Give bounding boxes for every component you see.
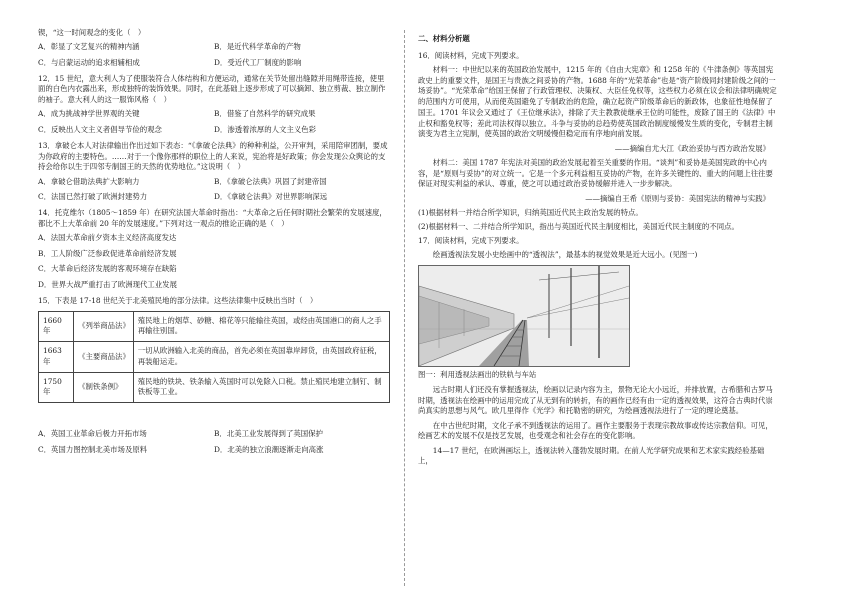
q16-requirement-2: (2)根据材料一、二并结合所学知识，指出与英国近代民主制度相比，美国近代民主制度的不同点。 bbox=[418, 222, 739, 232]
q17-paragraph-1: 远古时期人们还没有掌握透视法，绘画以记录内容为主，景物无论大小远近，并排放置，古希腊和古罗马时期，透视法在绘画中的运用完成了从无到有的转折，有的画作已经有由一定的透视效果，这符合古典时代崇尚真实的思想与风气。欧几里得作《光学》和托勒密的研究，为绘画透视法进行了一定的理论奠基。 bbox=[418, 384, 773, 416]
q11-option-d[interactable]: D．受近代工厂制度的影响 bbox=[214, 57, 302, 67]
q11-option-c[interactable]: C．与启蒙运动的追求相辅相成 bbox=[38, 57, 140, 67]
q12-options-row-2 bbox=[38, 125, 390, 136]
law-year: 1660 年 bbox=[39, 311, 74, 341]
column-divider bbox=[404, 30, 405, 586]
law-name: 《列举商品法》 bbox=[74, 311, 134, 341]
q16-requirement-1: (1)根据材料一并结合所学知识，归纳英国近代民主政治发展的特点。 bbox=[418, 207, 643, 217]
table-row bbox=[39, 372, 390, 402]
q17-intro: 17．阅读材料，完成下列要求。 bbox=[418, 236, 524, 246]
q12-options-row-1 bbox=[38, 109, 390, 120]
q17-paragraph-2: 在中古世纪时期，文化子承不到透视法的运用了。画作主要服务于表现宗教故事或传达宗教信仰。可见，绘画艺术的发展不仅是技艺发展，也受观念和社会存在的变化影响。 bbox=[418, 420, 773, 441]
q13-options-row-2 bbox=[38, 192, 390, 203]
q11-options-row-2 bbox=[38, 58, 390, 69]
q13-option-d[interactable]: D．《拿破仑法典》对世界影响深远 bbox=[214, 192, 328, 202]
q16-intro: 16．阅读材料，完成下列要求。 bbox=[418, 50, 524, 60]
q17-material: 绘画透视法发展小史绘画中的“透视法”，最基本的视觉效果是近大远小。(见图一) bbox=[432, 250, 698, 260]
law-year: 1663 年 bbox=[39, 342, 74, 372]
left-column bbox=[38, 28, 390, 461]
q11-option-b[interactable]: B．是近代科学革命的产物 bbox=[214, 42, 301, 52]
q14-option-b[interactable]: B．工人阶级广泛参政促进革命前经济发展 bbox=[38, 248, 177, 258]
q12-option-d[interactable]: D．渗透着浓厚的人文主义色彩 bbox=[214, 125, 317, 135]
q12-option-b[interactable]: B．借鉴了自然科学的研究成果 bbox=[214, 109, 316, 119]
q14-question: 14．托克维尔（1805～1859 年）在研究法国大革命时指出：“大革命之后任何时期社会繁荣的发展速度，都比不上大革命前 20 年的发展速度。”下列对这一观点的推论正确的是（ ） bbox=[38, 208, 387, 228]
q15-law-table bbox=[38, 311, 390, 403]
railway-sketch bbox=[419, 266, 629, 366]
table-row bbox=[39, 311, 390, 341]
q13-options-row-1 bbox=[38, 177, 390, 188]
q12-option-a[interactable]: A．成为挑战神学世界观的关键 bbox=[38, 109, 140, 119]
q13-option-c[interactable]: C．法国已然打破了欧洲封建势力 bbox=[38, 192, 148, 202]
q15-option-c[interactable]: C．英国力图控制北美市场及原料 bbox=[38, 444, 148, 454]
q15-options-row-2 bbox=[38, 445, 390, 456]
law-content: 殖民地上的烟草、砂糖、棉花等只能输往英国，或经由英国港口的商人之手再输往别国。 bbox=[133, 311, 389, 341]
q14-option-a[interactable]: A．法国大革命前夕资本主义经济高度发达 bbox=[38, 233, 177, 243]
q16-material-1-source: ——摘编自尤大江《政治妥协与西方政治发展》 bbox=[614, 143, 770, 153]
q16-material-1: 材料一：中世纪以来的英国政治发展中，1215 年的《自由大宪章》和 1258 年的《牛津条例》等英国宪政史上的重要文件，是国王与贵族之间妥协的产物。1688 年的“光荣革命”也是“资产阶级同封建阶级之间的一场妥协”。“光荣革命”给国王保留了行政管理权、决策权、大臣任免权等，这些权力必须在议会和法律明确规定的范围内方可使用，从而使英国避免了专制政治的危险，确立起资产阶级革命后的新政体，也象征性地保留了国王。1701 年议会又通过了《王位继承法》，排除了天主教教徒继承王位的可能性，废除了国王的《法律》中止权和豁免权等；差此司法权得以独立。斗争与妥协的总趋势使英国政治制度缓慢发生质的变化，专制君主制演变为君主立宪制，使英国的政治文明缓慢但稳定而有序地向前发展。 bbox=[418, 64, 777, 139]
law-content: 一切从欧洲输入北美的商品，首先必须在英国靠岸卸货，由英国政府征税，再装船运走。 bbox=[133, 342, 389, 372]
q15-option-b[interactable]: B．北美工业发展得到了英国保护 bbox=[214, 429, 323, 439]
q14-option-d[interactable]: D．世界大战严重打击了欧洲现代工业发展 bbox=[38, 280, 177, 290]
q15-option-d[interactable]: D．北美的独立浪潮逐渐走向高涨 bbox=[214, 444, 324, 454]
railway-perspective-image bbox=[418, 265, 630, 367]
q11-continuation: 锲，“这一时间观念的变化（ ） bbox=[38, 28, 146, 37]
law-content: 殖民地的铁块、铁条输入英国时可以免除入口税。禁止殖民地建立制钉、制铁板等工业。 bbox=[133, 372, 389, 402]
law-name: 《主要商品法》 bbox=[74, 342, 134, 372]
q12-question: 12．15 世纪，意大利人为了使服装符合人体结构和方便运动，通常在关节处留出缝隙并用绳带连接，使里面的白色内衣露出来，形成独特的装饰效果。同时，在此基础上逐步形成了可以摘卸、独立剪裁、独立制作的袖子。意大利人的这一服饰风格（ ） bbox=[38, 73, 386, 105]
right-column bbox=[418, 28, 778, 471]
q11-option-a[interactable]: A．彰显了文艺复兴的精神内涵 bbox=[38, 42, 140, 52]
q15-option-a[interactable]: A．英国工业革命后极力开拓市场 bbox=[38, 429, 147, 439]
table-row bbox=[39, 342, 390, 372]
q17-paragraph-3: 14—17 世纪，在欧洲画坛上，透视法转入蓬勃发展时期。在前人光学研究成果和艺术家实践经验基础上， bbox=[418, 445, 765, 466]
q13-question: 13．拿破仑本人对法律输出作出过如下表态：“《拿破仑法典》的种种利益，公开审判，采用陪审团制，要成为你政府的主要特色。……对于一个像你那样的职位上的人来说，宪治将是好政策；你会发现公众舆论的支持会给你以生于四邻专制国王的天然的优势地位。”这说明（ ） bbox=[38, 140, 388, 172]
q12-option-c[interactable]: C．反映出人文主义者倡导节俭的观念 bbox=[38, 125, 162, 135]
q15-options-row-1 bbox=[38, 429, 390, 440]
q11-options-row-1 bbox=[38, 42, 390, 53]
law-year: 1750 年 bbox=[39, 372, 74, 402]
q13-option-a[interactable]: A．拿破仑借助法典扩大影响力 bbox=[38, 176, 140, 186]
q14-option-c[interactable]: C．大革命后经济发展的客观环境存在缺陷 bbox=[38, 264, 177, 274]
law-name: 《制铁条例》 bbox=[74, 372, 134, 402]
q16-material-2-source: ——摘编自王希《原则与妥协：美国宪法的精神与实践》 bbox=[585, 193, 770, 203]
section-title: 二、材料分析题 bbox=[418, 34, 470, 43]
q13-option-b[interactable]: B．《拿破仑法典》巩固了封建帝国 bbox=[214, 176, 327, 186]
q16-material-2: 材料二：美国 1787 年宪法对美国的政治发展起着至关重要的作用。“谈判”和妥协是美国宪政的中心内容，是“原则与妥协”的对立统一。它是一个多元利益相互妥协的产物，在许多关键性的、重大的问题上往往要保证对现实利益的承认、尊重，使之可以通过政治妥协缓解并进入一步步解决。 bbox=[418, 157, 773, 189]
q15-question: 15．下表是 17-18 世纪关于北美殖民地的部分法律。这些法律集中反映出当时（ ） bbox=[38, 295, 318, 305]
figure-caption: 图一：利用透视法画出的铁轨与车站 bbox=[418, 370, 537, 380]
